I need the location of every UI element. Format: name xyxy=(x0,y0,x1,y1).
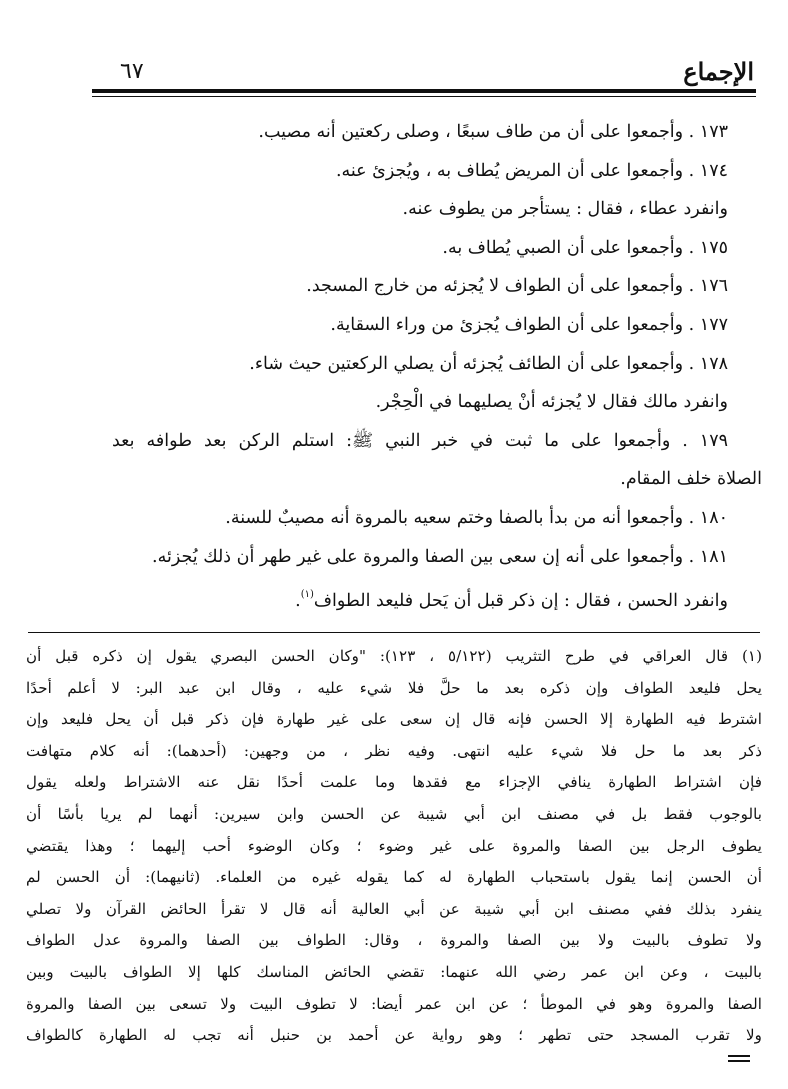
text-line: ١٧٦ . وأجمعوا على أن الطواف لا يُجزئه من خارج المسجد. xyxy=(306,276,728,297)
text-line: ١٧٥ . وأجمعوا على أن الصبي يُطاف به. xyxy=(442,237,728,258)
footnote-line: يحل فليعد الطواف وإن ذكره بعد ما حلَّ فلا شيء عليه ، وقال ابن عبد البر: لا أعلم أحدًا xyxy=(26,678,762,697)
text-line-with-footnote: وانفرد الحسن ، فقال : إن ذكر قبل أن يَحل فليعد الطواف$^{(١)}$. xyxy=(295,589,728,612)
footnote-line: ولا تقرب المسجد حتى تطهر ؛ وهو رواية عن أحمد بن حنبل أنه تجب له الطهارة كالطواف xyxy=(26,1026,762,1045)
footnote-line: ذكر بعد ما حل فلا شيء عليه انتهى. وفيه نظر ، من وجهين: (أحدهما): أنه كلام متهافت xyxy=(26,741,762,760)
footnote-line: ينفرد بذلك ففي مصنف ابن أبي شيبة عن أبي العالية أنه قال لا تقرأ الحائض القرآن ولا تصلي xyxy=(26,899,762,918)
text-line: ١٧٨ . وأجمعوا على أن الطائف يُجزئه أن يصلي الركعتين حيث شاء. xyxy=(249,353,728,374)
text-line: وانفرد مالك فقال لا يُجزئه أنْ يصليهما في الْحِجْر. xyxy=(375,392,728,413)
footnote xyxy=(26,641,762,1052)
continuation-mark xyxy=(728,1055,750,1065)
text-line: الصلاة خلف المقام. xyxy=(620,469,762,490)
footnote-line: (١) قال العراقي في طرح التثريب (٥/١٢٢ ، ١٢٣): "وكان الحسن البصري يقول إن ذكره قبل أن xyxy=(26,647,762,665)
footnote-line: اشترط فيه الطهارة إلا الحسن فإنه قال إن سعى على غير طهارة فإن ذكر قبل أن يحل فليعد وإن xyxy=(26,710,762,729)
header-rule-thin xyxy=(92,96,756,97)
footnote-line: أن الحسن إنما يقول باستحباب الطهارة له كما يقوله غيره من العلماء. (ثانيهما): أن الحسن لم xyxy=(26,868,762,887)
text-line: وانفرد الحسن ، فقال : إن ذكر قبل أن يَحل فليعد الطواف xyxy=(313,591,728,612)
text-line: ١٨٠ . وأجمعوا أنه من بدأ بالصفا وختم سعيه بالمروة أنه مصيبٌ للسنة. xyxy=(225,507,728,528)
text-line: ١٧٣ . وأجمعوا على أن من طاف سبعًا ، وصلى ركعتين أنه مصيب. xyxy=(258,122,728,142)
footnote-separator xyxy=(28,632,760,633)
header-rule-thick xyxy=(92,89,756,93)
text-line: وانفرد عطاء ، فقال : يستأجر من يطوف عنه. xyxy=(402,199,728,220)
page-number: ٦٧ xyxy=(120,59,144,84)
text-line: ١٧٩ . وأجمعوا على ما ثبت في خبر النبي ﷺ: استلم الركن بعد طوافه بعد xyxy=(112,430,728,451)
text-line: ١٧٤ . وأجمعوا على أن المريض يُطاف به ، ويُجزئ عنه. xyxy=(335,160,728,181)
footnote-line: فإن اشتراط الطهارة ينافي الإجزاء مع فقدها وما علمت أحدًا نقل عنه الاشتراط ولعله يقول xyxy=(26,773,762,792)
footnote-line: بالبيت ، وعن ابن عمر رضي الله عنهما: تقضي الحائض المناسك كلها إلا الطواف بالبيت وبين xyxy=(26,962,762,981)
text-line: ١٧٧ . وأجمعوا على أن الطواف يُجزئ من وراء السقاية. xyxy=(330,314,728,335)
footnote-line: الصفا والمروة وهو في الموطأ ؛ عن ابن عمر أيضا: لا تطوف البيت ولا تسعى بين الصفا والمروة xyxy=(26,994,762,1013)
main-text xyxy=(112,113,762,615)
footnote-line: بالوجوب فقط بل في مصنف ابن أبي شيبة عن الحسن وابن سيرين: أنهما لم يريا بأسًا أن xyxy=(26,804,762,823)
footnote-marker[interactable]: (١) xyxy=(300,589,314,601)
footnote-line: ولا تطوف بالبيت ولا بين الصفا والمروة ، وقال: الطواف بين الصفا والمروة عدل الطواف xyxy=(26,931,762,950)
running-title: الإجماع xyxy=(683,57,754,86)
text-line: ١٨١ . وأجمعوا على أنه إن سعى بين الصفا والمروة على غير طهر أن ذلك يُجزئه. xyxy=(152,546,728,567)
footnote-line: يطوف الرجل بين الصفا والمروة على غير وضوء ؛ وكان الوضوء أحب إليهما ؛ وهذا يقتضي xyxy=(26,836,762,855)
